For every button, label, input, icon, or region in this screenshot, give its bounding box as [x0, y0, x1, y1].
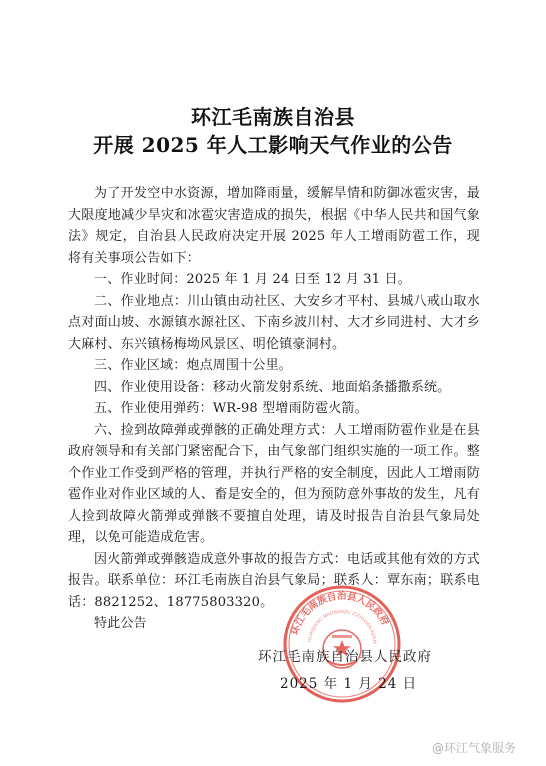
item-handling	[68, 420, 480, 549]
title-line-1: 环江毛南族自治县	[191, 105, 355, 129]
item-label: 一、作业时间：	[94, 272, 187, 287]
svg-text:环江毛南族自治县人民政府: 环江毛南族自治县人民政府	[289, 590, 391, 637]
item-ammunition	[68, 398, 480, 420]
report-paragraph: 因火箭弹或弹骸造成意外事故的报告方式：电话或其他有效的方式报告。联系单位：环江毛南族自治县气象局；联系人：覃东南；联系电话：8821252、18775803320。	[68, 551, 480, 610]
item-label: 二、作业地点：	[94, 293, 188, 309]
closing-text: 特此公告	[94, 616, 147, 631]
item-text: 炮点周围十公里。	[186, 358, 293, 373]
item-label: 六、捡到故障弹或弹骸的正确处理方式：	[94, 422, 334, 438]
item-label: 三、作业区域：	[94, 358, 187, 373]
issuer-signature: 环江毛南族自治县人民政府	[258, 649, 432, 665]
item-text: 移动火箭发射系统、地面焰条播撒系统。	[212, 379, 451, 395]
item-equipment	[68, 377, 480, 399]
item-text: WR-98 型增雨防雹火箭。	[212, 401, 368, 416]
item-label: 四、作业使用设备：	[94, 379, 213, 395]
item-text: 川山镇由动社区、大安乡才平村、县城八戒山取水点对面山坡、水源镇水源社区、下南乡波川村、大才乡同进村、大才乡大麻村、东兴镇杨梅坳风景区、明伦镇豪洞村。	[68, 293, 480, 352]
item-text: 2025 年 1 月 24 日至 12 月 31 日。	[186, 272, 411, 287]
title-line-2: 开展 2025 年人工影响天气作业的公告	[93, 133, 453, 157]
issue-date: 2025 年 1 月 24 日	[280, 676, 418, 692]
item-time	[68, 269, 480, 291]
notice-body	[68, 183, 480, 635]
intro-paragraph: 为了开发空中水资源，增加降雨量，缓解旱情和防御冰雹灾害，最大限度地减少旱灾和冰雹灾害造成的损失，根据《中华人民共和国气象法》规定，自治县人民政府决定开展 2025 年人工增雨防雹工作，现将有关事项公告如下：	[68, 186, 480, 266]
item-text: 人工增雨防雹作业是在县政府领导和有关部门紧密配合下，由气象部门组织实施的一项工作。整个作业工作受到严格的管理，并执行严格的安全制度，因此人工增雨防雹作业对作业区域的人、畜是安全的，但为预防意外事故的发生，凡有人捡到故障火箭弹或弹骸不要擅自处理，请及时报告自治县气象局处理，以免可能造成危害。	[68, 422, 480, 545]
item-area	[68, 355, 480, 377]
item-label: 五、作业使用弹药：	[94, 401, 213, 416]
svg-text:HUANJIANG MAONANZU ZIZHIXIAN R: HUANJIANG MAONANZU ZIZHIXIAN RENM	[308, 609, 377, 644]
source-watermark: @环江气象服务	[432, 741, 517, 755]
item-location	[68, 291, 480, 356]
